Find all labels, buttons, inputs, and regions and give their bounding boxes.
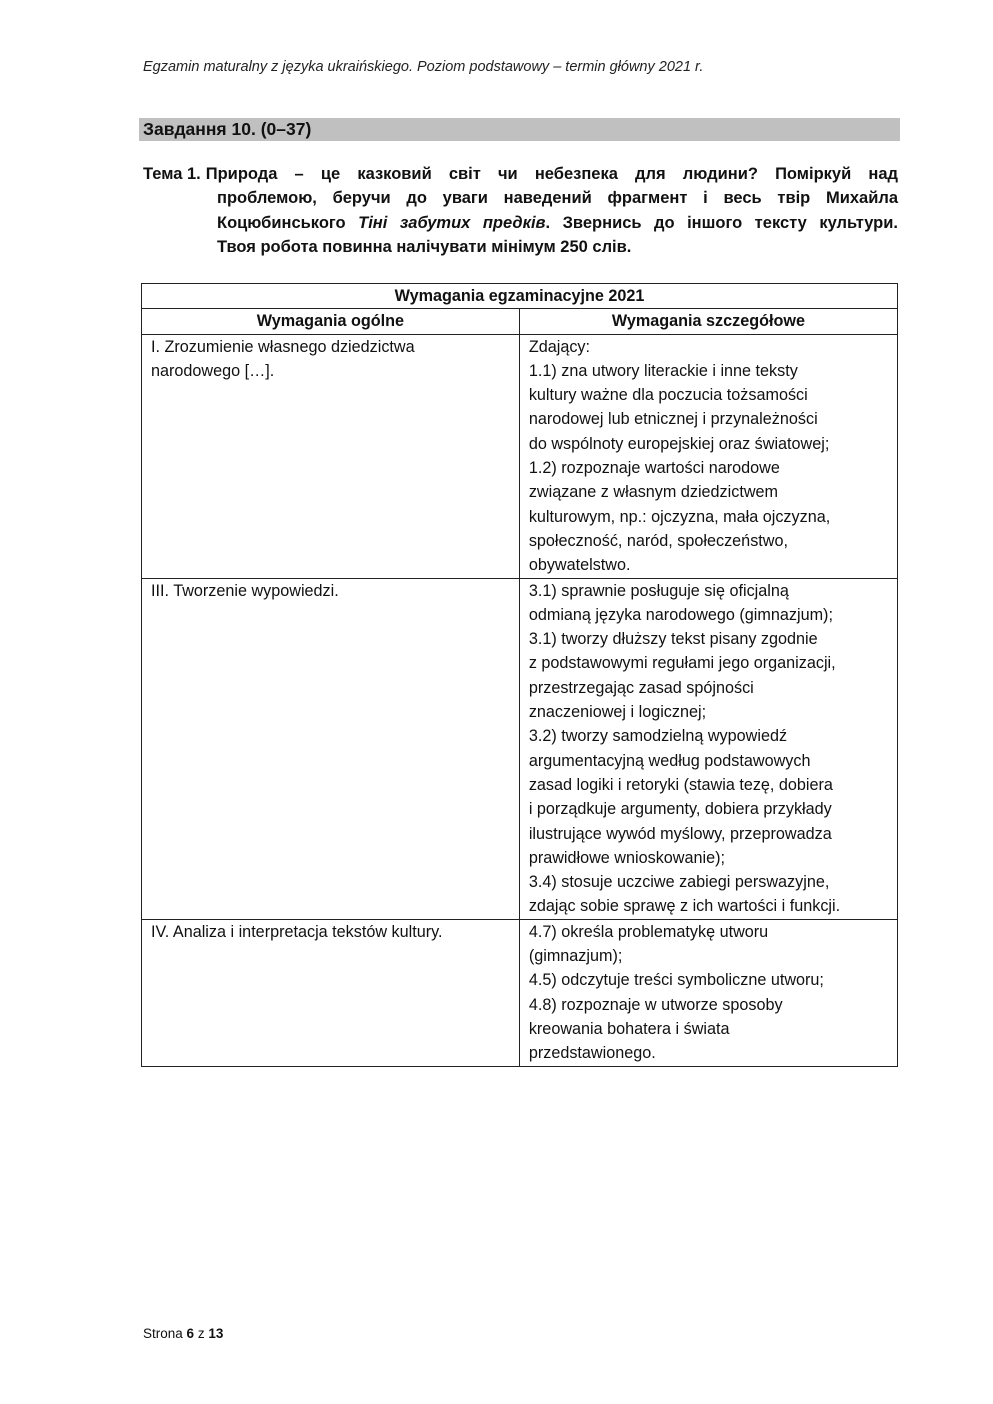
footer-prefix: Strona bbox=[143, 1326, 183, 1341]
detailed-requirement-cell bbox=[519, 578, 897, 919]
topic-line-4: Твоя робота повинна налічувати мінімум 250 слів. bbox=[217, 237, 632, 256]
book-title: Тіні забутих предків bbox=[358, 213, 546, 232]
table-row bbox=[142, 334, 898, 578]
detailed-requirement-line: 3.1) tworzy dłuższy tekst pisany zgodnie bbox=[528, 630, 818, 649]
general-requirement-line: IV. Analiza i interpretacja tekstów kultury. bbox=[151, 922, 443, 941]
detailed-requirement-line: obywatelstwo. bbox=[528, 556, 631, 575]
detailed-requirement-line: związane z własnym dziedzictwem bbox=[528, 483, 779, 502]
detailed-requirement-line: przedstawionego. bbox=[528, 1044, 656, 1063]
general-requirement-cell bbox=[142, 578, 520, 919]
requirements-table bbox=[141, 283, 898, 1067]
page-footer bbox=[143, 1326, 223, 1341]
detailed-requirement-line: społeczność, naród, społeczeństwo, bbox=[528, 531, 788, 550]
topic-label: Тема 1. bbox=[143, 165, 201, 183]
detailed-requirement-line: (gimnazjum); bbox=[528, 947, 623, 966]
detailed-requirement-line: 4.5) odczytuje treści symboliczne utworu; bbox=[528, 971, 824, 990]
detailed-requirement-line: przestrzegając zasad spójności bbox=[528, 678, 754, 697]
table-row bbox=[142, 578, 898, 919]
detailed-requirement-line: narodowej lub etnicznej i przynależności bbox=[528, 410, 818, 429]
footer-page-number: 6 bbox=[186, 1326, 195, 1341]
footer-total-pages: 13 bbox=[208, 1326, 224, 1341]
detailed-requirement-line: zdając sobie sprawę z ich wartości i funkcji. bbox=[528, 897, 841, 916]
detailed-requirement-line: 3.2) tworzy samodzielną wypowiedź bbox=[528, 727, 788, 746]
general-requirement-cell bbox=[142, 919, 520, 1066]
detailed-requirement-line: 1.1) zna utwory literackie i inne teksty bbox=[528, 361, 798, 380]
footer-middle: z bbox=[197, 1326, 205, 1341]
detailed-requirement-line: zasad logiki i retoryki (stawia tezę, dobiera bbox=[528, 775, 833, 794]
topic-line-3 bbox=[143, 211, 898, 235]
column-header-general: Wymagania ogólne bbox=[142, 309, 520, 334]
topic-line-2: проблемою, беручи до уваги наведений фрагмент і весь твір Михайла bbox=[217, 189, 898, 208]
topic-line-1: Природа – це казковий світ чи небезпека для людини? Поміркуй над bbox=[205, 165, 898, 183]
detailed-requirement-line: 1.2) rozpoznaje wartości narodowe bbox=[528, 459, 780, 478]
detailed-requirement-line: odmianą języka narodowego (gimnazjum); bbox=[528, 605, 833, 624]
topic-block bbox=[143, 162, 898, 259]
general-requirement-line: narodowego […]. bbox=[151, 361, 275, 380]
detailed-requirement-line: Zdający: bbox=[528, 337, 591, 356]
detailed-requirement-cell bbox=[519, 334, 897, 578]
task-title: Завдання 10. (0–37) bbox=[143, 119, 312, 139]
detailed-requirement-line: 3.1) sprawnie posługuje się oficjalną bbox=[528, 581, 789, 600]
column-header-detailed: Wymagania szczegółowe bbox=[519, 309, 897, 334]
detailed-requirement-line: kulturowym, np.: ojczyzna, mała ojczyzna, bbox=[528, 507, 831, 526]
detailed-requirement-line: 4.7) określa problematykę utworu bbox=[528, 922, 769, 941]
task-heading-bar bbox=[139, 118, 900, 141]
detailed-requirement-line: 3.4) stosuje uczciwe zabiegi perswazyjne, bbox=[528, 873, 830, 892]
table-title: Wymagania egzaminacyjne 2021 bbox=[142, 284, 898, 309]
detailed-requirement-line: kreowania bohatera i świata bbox=[528, 1019, 730, 1038]
requirements-body bbox=[142, 334, 898, 1066]
detailed-requirement-line: znaczeniowej i logicznej; bbox=[528, 703, 707, 722]
detailed-requirement-line: z podstawowymi regułami jego organizacji, bbox=[528, 654, 836, 673]
table-row bbox=[142, 919, 898, 1066]
detailed-requirement-line: argumentacyjną według podstawowych bbox=[528, 751, 811, 770]
topic-line-3-post: . Звернись до іншого тексту культури. bbox=[545, 213, 898, 232]
page-header: Egzamin maturalny z języka ukraińskiego. Poziom podstawowy – termin główny 2021 r. bbox=[143, 59, 704, 75]
general-requirement-line: III. Tworzenie wypowiedzi. bbox=[151, 581, 339, 600]
detailed-requirement-cell bbox=[519, 919, 897, 1066]
detailed-requirement-line: do wspólnoty europejskiej oraz światowej; bbox=[528, 434, 830, 453]
detailed-requirement-line: i porządkuje argumenty, dobiera przykłady bbox=[528, 800, 832, 819]
general-requirement-cell bbox=[142, 334, 520, 578]
general-requirement-line: I. Zrozumienie własnego dziedzictwa bbox=[151, 337, 415, 356]
detailed-requirement-line: kultury ważne dla poczucia tożsamości bbox=[528, 386, 808, 405]
detailed-requirement-line: ilustrujące wywód myślowy, przeprowadza bbox=[528, 824, 832, 843]
topic-line-3-pre: Коцюбинського bbox=[217, 213, 359, 232]
detailed-requirement-line: 4.8) rozpoznaje w utworze sposoby bbox=[528, 995, 783, 1014]
detailed-requirement-line: prawidłowe wnioskowanie); bbox=[528, 848, 725, 867]
